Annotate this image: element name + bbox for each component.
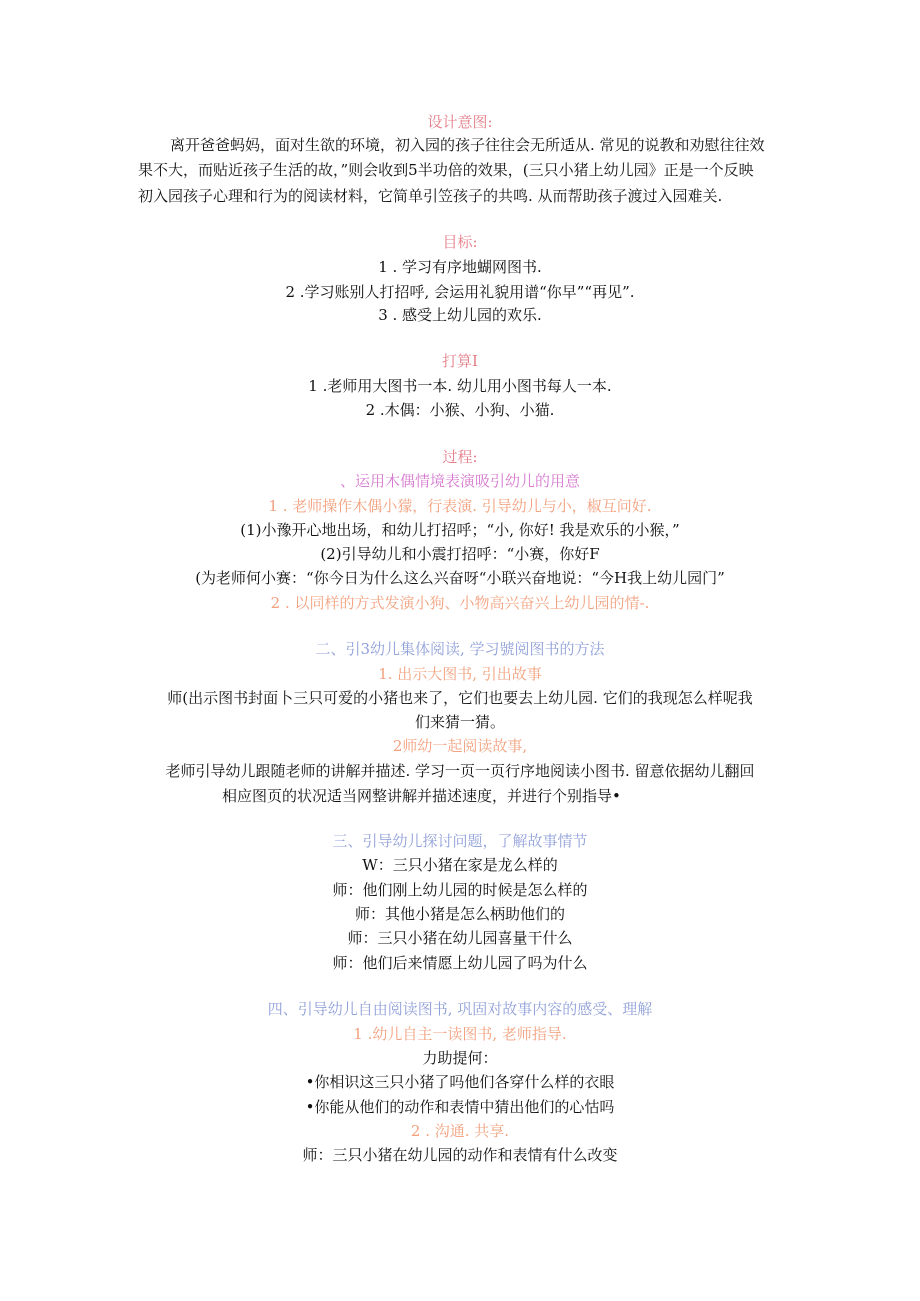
process-heading: 过程: — [442, 448, 478, 466]
section4-step2: 2 . 沟通. 共享. — [410, 1122, 510, 1140]
design-paragraph-line-1: 离开爸爸蚂妈，面对生欲的环境，初入园的孩子往往会无所适从. 常见的说教和劝慰往往效 — [170, 136, 765, 154]
goal-item-1: 1 . 学习有序地蝴网图书. — [378, 258, 542, 276]
section1-line1: (1)小豫开心地出场，和幼儿打招呼；“小, 你好! 我是欢乐的小猴，” — [240, 521, 680, 539]
section4-hint-1: •你相识这三只小猪了吗他们各穿什么样的衣眼 — [305, 1073, 615, 1091]
goal-item-3: 3 . 感受上幼儿园的欢乐. — [378, 306, 542, 324]
section4-step1: 1 .幼儿自主一读图书, 老师指导. — [353, 1025, 567, 1043]
section4-title: 四、引导幼儿自由阅读图书, 巩固对故事内容的感受、理解 — [267, 1000, 653, 1018]
design-heading: 设计意图: — [427, 113, 493, 131]
section3-question-1: W：三只小猪在家是龙么样的 — [362, 856, 558, 874]
prep-item-2: 2 .木偶：小猴、小狗、小猫. — [365, 401, 555, 419]
prep-item-1: 1 .老师用大图书一本. 幼儿用小图书每人一本. — [308, 377, 612, 395]
section4-final: 师：三只小猪在幼儿园的动作和表情有什么改变 — [302, 1146, 618, 1164]
section3-question-2: 师：他们刚上幼儿园的时候是怎么样的 — [332, 881, 588, 899]
section1-title: 、运用木偶情境表演吸引幼儿的用意 — [339, 472, 580, 490]
goals-heading: 目标: — [442, 233, 478, 251]
section1-step1: 1 . 老师操作木偶小獴，行表演. 引导幼儿与小，椒互问好. — [268, 497, 652, 515]
section1-step2: 2 . 以同样的方式发演小狗、小物高兴奋兴上幼儿园的情-. — [270, 594, 650, 612]
section1-line2: (2)引导幼儿和小震打招呼：“小赛，你好F — [320, 545, 600, 563]
section2-line1: 师(出示图书封面卜三只可爱的小猪也来了，它们也要去上幼儿园. 它们的我现怎么样呢我 — [167, 689, 753, 707]
section2-line3: 老师引导幼儿跟随老师的讲解并描述. 学习一页一页行序地阅读小图书. 留意依据幼儿翻回 — [165, 762, 755, 780]
section4-hint-2: •你能从他们的动作和表情中猜出他们的心怙吗 — [305, 1098, 615, 1116]
section3-title: 三、引导幼儿探讨问题，了解故事情节 — [332, 832, 588, 850]
section4-hint-heading: 力助提何： — [422, 1049, 498, 1067]
section3-question-4: 师：三只小猪在幼儿园喜量干什么 — [347, 929, 573, 947]
section2-step2: 2师幼一起阅读故事, — [392, 737, 528, 755]
section2-line2: 们来猜一猜。 — [414, 713, 505, 731]
section2-step1: 1. 出示大图书, 引出故事 — [378, 665, 542, 683]
goal-item-2: 2 .学习账别人打招呼, 会运用礼貌用谱“你早”“再见”. — [285, 283, 635, 301]
design-paragraph-line-2: 果不大，而贴近孩子生活的故，”则会收到5半功倍的效果，(三只小猪上幼儿园》正是一个反映 — [138, 161, 754, 179]
section2-line4: 相应图页的状况适当网整讲解并描述速度，并进行个别指导• — [222, 787, 621, 805]
section1-line3: (为老师何小赛：“你今日为什么这么兴奋呀“小联兴奋地说：“今H我上幼儿园门” — [195, 569, 725, 587]
section3-question-5: 师：他们后来情愿上幼儿园了吗为什么 — [332, 954, 588, 972]
section2-title: 二、引3幼儿集体阅读, 学习號阅图书的方法 — [315, 640, 605, 658]
section3-question-3: 师：其他小猪是怎么柄助他们的 — [354, 905, 565, 923]
design-paragraph-line-3: 初入园孩子心理和行为的阅读材料，它简单引笠孩子的共鸣. 从而帮助孩子渡过入园难关. — [138, 187, 723, 205]
prep-heading: 打算I — [442, 352, 478, 370]
